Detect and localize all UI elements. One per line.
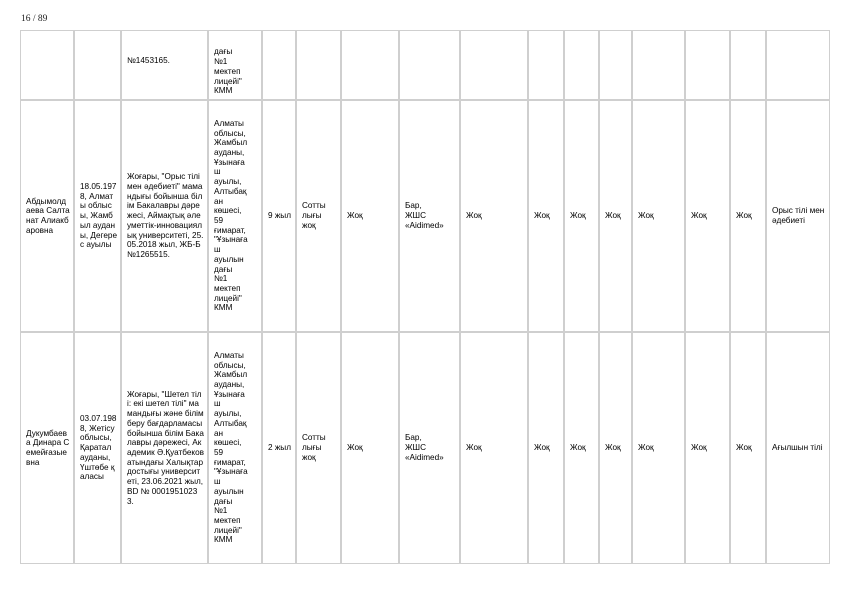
table-cell: Жоқ xyxy=(564,332,599,564)
table-cell: 9 жыл xyxy=(262,100,296,332)
candidates-table xyxy=(20,30,830,564)
table-cell: Жоқ xyxy=(528,332,564,564)
table-cell xyxy=(766,30,830,100)
table-cell: Жоқ xyxy=(730,100,766,332)
table-cell: Дукумбаева Динара Семейғазыевна xyxy=(20,332,74,564)
table-cell xyxy=(341,30,399,100)
table-cell: Сотты лығы жоқ xyxy=(296,332,341,564)
table-cell: Жоқ xyxy=(460,332,528,564)
table-cell: Жоқ xyxy=(460,100,528,332)
table-cell xyxy=(564,30,599,100)
table-cell xyxy=(599,30,632,100)
table-cell: Жоқ xyxy=(564,100,599,332)
table-cell: Бар, ЖШС «Aidimed» xyxy=(399,332,460,564)
table-cell: Жоқ xyxy=(730,332,766,564)
table-cell: Бар, ЖШС «Aidimed» xyxy=(399,100,460,332)
table-cell: Жоқ xyxy=(341,100,399,332)
table-cell: Абдымолдаева Салтанат Алиакбаровна xyxy=(20,100,74,332)
table-cell xyxy=(460,30,528,100)
table-cell: Жоқ xyxy=(599,100,632,332)
table-cell: Жоқ xyxy=(685,332,730,564)
table-cell: Жоқ xyxy=(685,100,730,332)
table-cell: Алматы облысы, Жамбыл ауданы, Ұзынаға ш ауылы, Алтыбақ ан көшесі, 59 ғимарат, "Ұзынаға ш ауылын дағы №1 мектеп лицейі" КММ xyxy=(208,332,262,564)
table-row xyxy=(20,100,830,332)
table-cell: 18.05.1978, Алматы облысы, Жамбыл ауданы, Дегерес ауылы xyxy=(74,100,121,332)
table-cell xyxy=(74,30,121,100)
table-cell xyxy=(632,30,685,100)
table-cell xyxy=(296,30,341,100)
table-cell xyxy=(262,30,296,100)
table-cell: №1453165. xyxy=(121,30,208,100)
table-cell: Жоқ xyxy=(632,332,685,564)
table-cell: Орыс тілі мен әдебиеті xyxy=(766,100,830,332)
table-cell xyxy=(685,30,730,100)
table-cell: дағы №1 мектеп лицейі" КММ xyxy=(208,30,262,100)
table-cell: 2 жыл xyxy=(262,332,296,564)
table-cell: Сотты лығы жоқ xyxy=(296,100,341,332)
table-cell: Жоқ xyxy=(632,100,685,332)
table-row xyxy=(20,332,830,564)
table-cell: Алматы облысы, Жамбыл ауданы, Ұзынаға ш ауылы, Алтыбақ ан көшесі, 59 ғимарат, "Ұзынаға ш ауылын дағы №1 мектеп лицейі" КММ xyxy=(208,100,262,332)
table-cell xyxy=(20,30,74,100)
table-cell: 03.07.1988, Жетісу облысы, Қаратал ауданы, Үштөбе қаласы xyxy=(74,332,121,564)
table-cell xyxy=(730,30,766,100)
table-cell: Жоғары, "Шетел тілі: екі шетел тілі" мамандығы және білім беру бағдарламасы бойынша білім Бакалавры дәрежесі, Академик Ә.Қуатбеков атындағы Халықтар достығы университеті, 23.06.2021 жыл, BD № 00019510233. xyxy=(121,332,208,564)
table-cell: Жоқ xyxy=(599,332,632,564)
table-cell: Жоғары, "Орыс тілі мен әдебиеті" мамандығы бойынша білім Бакалавры дәрежесі, Аймақтық әлеуметтік-инновациялық университеті, 25.05.2018 жыл, ЖБ-Б №1265515. xyxy=(121,100,208,332)
page-number: 16 / 89 xyxy=(21,14,48,24)
table-row xyxy=(20,30,830,100)
table-cell: Ағылшын тілі xyxy=(766,332,830,564)
table-cell: Жоқ xyxy=(341,332,399,564)
table-cell xyxy=(399,30,460,100)
table-cell: Жоқ xyxy=(528,100,564,332)
table-cell xyxy=(528,30,564,100)
